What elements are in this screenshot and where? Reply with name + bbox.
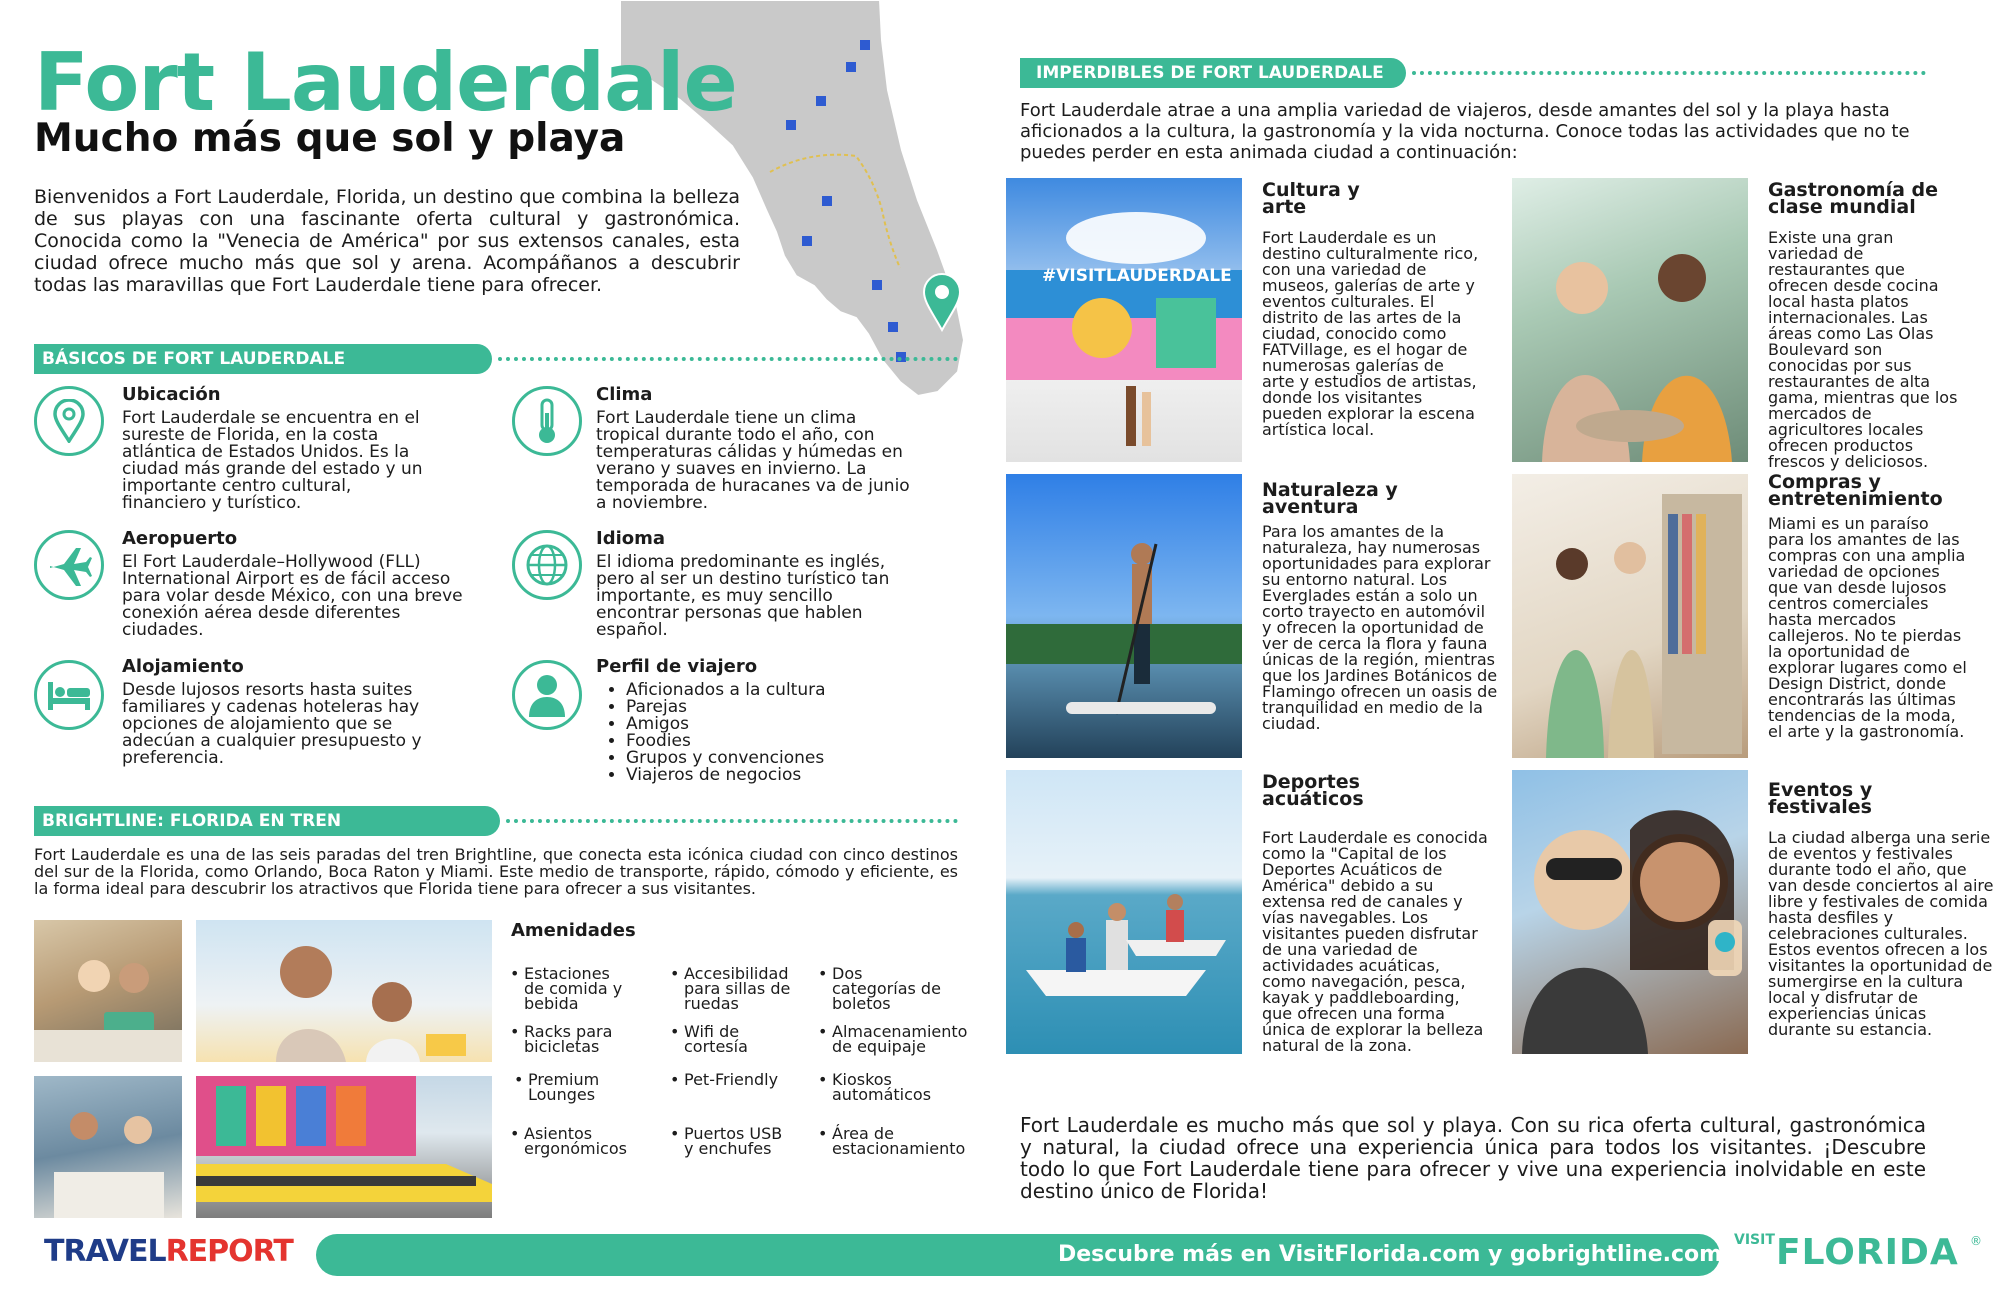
list-item: • Aficionados a la cultura xyxy=(626,682,966,699)
travel-report-logo: TRAVELREPORT xyxy=(44,1234,293,1269)
amenity-item: • Kioskos automáticos xyxy=(818,1070,932,1104)
card-text-gastronomia: Existe una gran variedad de restaurantes que ofrecen desde cocina local hasta platos internacionales. Las áreas como Las Olas Boulevard son conocidas por sus restaurantes de alta gama, mientras que los mercados de agricultores locales ofrecen productos frescos y deliciosos. xyxy=(1768,228,1958,471)
basics-heading: BÁSICOS DE FORT LAUDERDALE xyxy=(34,344,492,374)
basics-text-ubicacion: Fort Lauderdale se encuentra en el sureste de Florida, en la costa atlántica de Estados Unidos. Es la ciudad más grande del estado y un importante centro cultural, financiero y turístico. xyxy=(122,408,423,513)
brightline-heading: BRIGHTLINE: FLORIDA EN TREN xyxy=(34,806,500,836)
card-text-eventos: La ciudad alberga una serie de eventos y festivales durante todo el año, que van desde conciertos al aire libre y festivales de comida hasta desfiles y celebraciones culturales. Estos eventos ofrecen a los visitantes la oportunidad de sumergirse en la cultura local y disfrutar de experiencias únicas durante su estancia. xyxy=(1768,828,1994,1039)
amenities-title: Amenidades xyxy=(511,920,636,941)
closing-paragraph: Fort Lauderdale es mucho más que sol y playa. Con su rica oferta cultural, gastronómica y natural, la ciudad ofrece una experiencia única para todos los visitantes. ¡Descubre todo lo que Fort Lauderdale tiene para ofrecer y vive una experiencia inolvidable en este destino único de Florida! xyxy=(1020,1113,1926,1203)
card-text-deportes: Fort Lauderdale es conocida como la "Capital de los Deportes Acuáticos de América" debido a su extensa red de canales y vías navegables. Los visitantes pueden disfrutar de una variedad de actividades acuáticas, como navegación, pesca, kayak y paddleboarding, que ofrecen una forma única de explorar la belleza natural de la zona. xyxy=(1262,828,1488,1055)
amenity-item: • Dos categorías de boletos xyxy=(818,964,941,1013)
must-see-heading: IMPERDIBLES DE FORT LAUDERDALE xyxy=(1020,58,1406,88)
jetski-photo xyxy=(1006,770,1242,1054)
amenity-item: • Área de estacionamiento xyxy=(818,1124,966,1158)
map-location-pin-icon xyxy=(922,272,962,332)
train-interior-photo xyxy=(34,920,182,1062)
amenity-item: • Wifi de cortesía xyxy=(670,1022,748,1056)
basics-heading-dots xyxy=(498,357,958,361)
train-family-photo xyxy=(196,920,492,1062)
train-business-photo xyxy=(34,1076,182,1218)
amenity-item: • Premium Lounges xyxy=(514,1070,600,1104)
amenity-item: • Racks para bicicletas xyxy=(510,1022,613,1056)
basics-text-idioma: El idioma predominante es inglés, pero al ser un destino turístico tan importante, es muy sencillo encontrar personas que hablen español. xyxy=(596,552,890,640)
airplane-icon xyxy=(34,530,104,600)
card-text-cultura: Fort Lauderdale es un destino culturalmente rico, con una variedad de museos, galerías de arte y eventos culturales. El distrito de las artes de la ciudad, conocido como FATVillage, es el hogar de numerosas galerías de arte y estudios de artistas, donde los visitantes pueden explorar la escena artística local. xyxy=(1262,228,1479,439)
must-see-intro: Fort Lauderdale atrae a una amplia variedad de viajeros, desde amantes del sol y la playa hasta aficionados a la cultura, la gastronomía y la vida nocturna. Conoce todas las actividades que no te puedes perder en esta animada ciudad a continuación: xyxy=(1020,100,1910,163)
amenity-item: • Accesibilidad para sillas de ruedas xyxy=(670,964,791,1013)
mural-photo xyxy=(1006,178,1242,462)
basics-title-idioma: Idioma xyxy=(596,528,666,549)
page-subtitle: Mucho más que sol y playa xyxy=(34,116,626,161)
shopping-photo xyxy=(1512,474,1748,758)
list-item: • Grupos y convenciones xyxy=(626,750,966,767)
card-title-compras: Compras y entretenimiento xyxy=(1768,471,1943,510)
basics-title-perfil: Perfil de viajero xyxy=(596,656,758,677)
list-item: • Parejas xyxy=(626,699,966,716)
basics-text-alojamiento: Desde lujosos resorts hasta suites familiares y cadenas hoteleras hay opciones de alojamiento que se adecúan a cualquier presupuesto y preferencia. xyxy=(122,680,422,768)
card-title-eventos: Eventos y festivales xyxy=(1768,779,1873,818)
amenity-item: • Puertos USB y enchufes xyxy=(670,1124,783,1158)
list-item: • Amigos xyxy=(626,716,966,733)
intro-paragraph: Bienvenidos a Fort Lauderdale, Florida, un destino que combina la belleza de sus playas con una fascinante oferta cultural y gastronómica. Conocida como la "Venecia de América" por sus extensos canales, esta ciudad ofrece mucho más que sol y arena. Acompáñanos a descubrir todas las maravillas que Fort Lauderdale tiene para ofrecer. xyxy=(34,186,740,296)
globe-icon xyxy=(512,530,582,600)
card-title-gastronomia: Gastronomía de clase mundial xyxy=(1768,179,1939,218)
basics-title-ubicacion: Ubicación xyxy=(122,384,221,405)
person-icon xyxy=(512,660,582,730)
list-item: • Foodies xyxy=(626,733,966,750)
card-title-naturaleza: Naturaleza y aventura xyxy=(1262,479,1398,518)
location-pin-icon xyxy=(34,386,104,456)
card-title-cultura: Cultura y arte xyxy=(1262,179,1360,218)
basics-text-aeropuerto: El Fort Lauderdale–Hollywood (FLL) International Airport es de fácil acceso para volar desde México, con una breve conexión aérea desde diferentes ciudades. xyxy=(122,552,463,640)
thermometer-icon xyxy=(512,386,582,456)
list-item: • Viajeros de negocios xyxy=(626,767,966,784)
brightline-heading-dots xyxy=(506,819,958,823)
train-station-photo xyxy=(196,1076,492,1218)
card-text-compras: Miami es un paraíso para los amantes de las compras con una amplia variedad de opciones que van desde lujosos centros comerciales hasta mercados callejeros. No te pierdas la oportunidad de explorar lugares como el Design District, donde encontrarás las últimas tendencias de la moda, el arte y la gastronomía. xyxy=(1768,514,1967,741)
mural-text: #VISITLAUDERDALE xyxy=(1042,266,1232,286)
basics-title-alojamiento: Alojamiento xyxy=(122,656,244,677)
paddleboard-photo xyxy=(1006,474,1242,758)
dining-photo xyxy=(1512,178,1748,462)
card-title-deportes: Deportes acuáticos xyxy=(1262,771,1364,810)
page-title: Fort Lauderdale xyxy=(34,36,737,129)
traveler-profile-list xyxy=(596,682,966,784)
basics-title-aeropuerto: Aeropuerto xyxy=(122,528,238,549)
amenity-item: • Almacenamiento de equipaje xyxy=(818,1022,968,1056)
basics-text-clima: Fort Lauderdale tiene un clima tropical durante todo el año, con temperaturas cálidas y húmedas en verano y suaves en invierno. La temporada de huracanes va de junio a noviembre. xyxy=(596,408,910,513)
card-text-naturaleza: Para los amantes de la naturaleza, hay numerosas oportunidades para explorar su entorno natural. Los Everglades están a solo un corto trayecto en automóvil y ofrecen la oportunidad de ver de cerca la flora y fauna únicas de la región, mientras que los Jardines Botánicos de Flamingo ofrecen un oasis de tranquilidad en medio de la ciudad. xyxy=(1262,522,1498,733)
basics-title-clima: Clima xyxy=(596,384,653,405)
must-see-heading-dots xyxy=(1412,71,1926,75)
festival-photo xyxy=(1512,770,1748,1054)
amenity-item: • Asientos ergonómicos xyxy=(510,1124,627,1158)
amenity-item: • Estaciones de comida y bebida xyxy=(510,964,623,1013)
bed-icon xyxy=(34,660,104,730)
footer-cta-link[interactable]: Descubre más en VisitFlorida.com y gobrightline.com xyxy=(1058,1242,1723,1267)
amenity-item: • Pet-Friendly xyxy=(670,1070,779,1089)
brightline-paragraph: Fort Lauderdale es una de las seis paradas del tren Brightline, que conecta esta icónica ciudad con cinco destinos del sur de la Florida, como Orlando, Boca Raton y Miami. Este medio de transporte, rápido, cómodo y eficiente, es la forma ideal para descubrir los atractivos que Florida tiene para ofrecer a sus visitantes. xyxy=(34,845,958,898)
